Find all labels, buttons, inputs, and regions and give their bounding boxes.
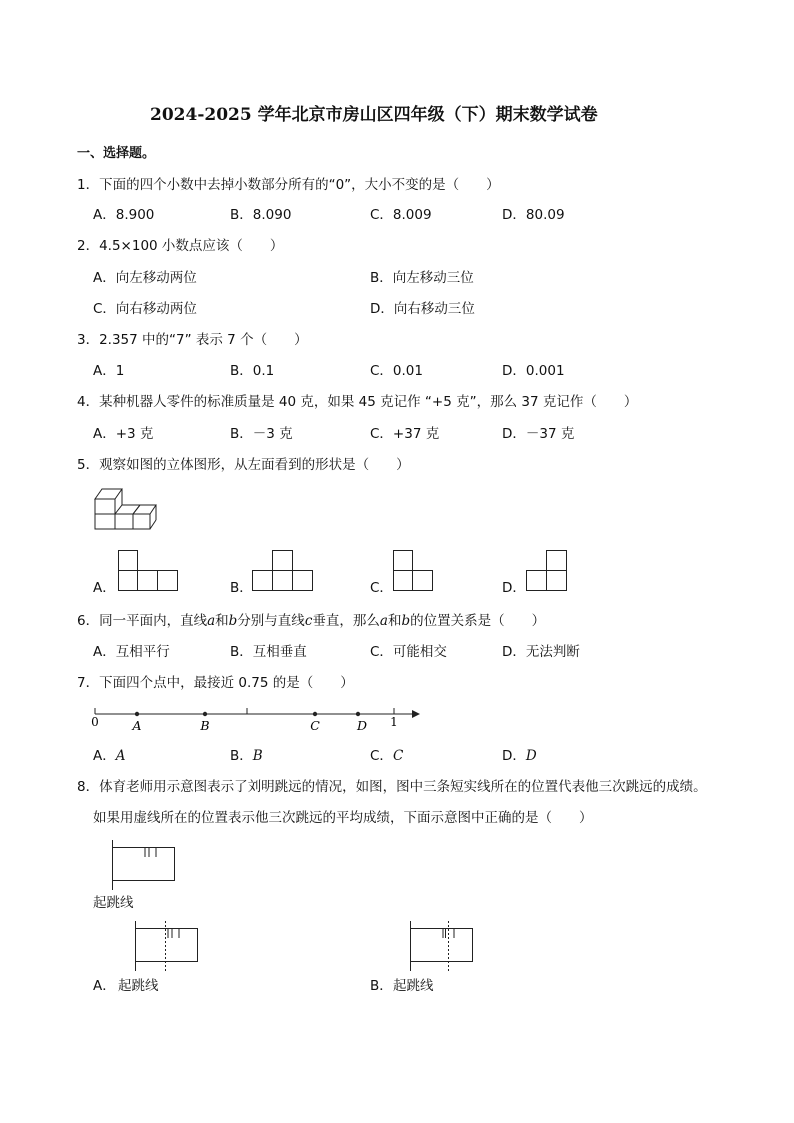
- q2-option-c[interactable]: C．向右移动两位: [93, 301, 197, 317]
- q7-option-prefix: C．: [370, 748, 393, 764]
- var-c: c: [304, 613, 313, 629]
- point-c-label: C: [310, 718, 320, 733]
- q4-stem: 4．某种机器人零件的标准质量是 40 克，如果 45 克记作 “+5 克”，那么 37 克记作（ ）: [77, 394, 638, 410]
- q4-option-a[interactable]: A．+3 克: [93, 426, 154, 442]
- q5-option-c-shape[interactable]: [393, 550, 433, 591]
- var-a: a: [379, 613, 388, 629]
- tick-one: 1: [390, 715, 398, 729]
- q7-option-prefix: D．: [502, 748, 526, 764]
- q8-option-b-label: 起跳线: [393, 978, 434, 994]
- point-d-label: D: [356, 718, 368, 733]
- q3-option-c[interactable]: C．0.01: [370, 363, 423, 379]
- q8-stem-line2: 如果用虚线所在的位置表示他三次跳远的平均成绩，下面示意图中正确的是（ ）: [93, 810, 593, 826]
- q2-option-b[interactable]: B．向左移动三位: [370, 270, 474, 286]
- q1-option-b[interactable]: B．8.090: [230, 207, 292, 223]
- q5-option-b[interactable]: B．: [230, 580, 253, 596]
- q6-stem-part: 的位置关系是（ ）: [410, 613, 546, 629]
- page-title: 2024-2025 学年北京市房山区四年级（下）期末数学试卷: [150, 105, 598, 125]
- point-d-dot: [356, 712, 360, 716]
- q7-option-var: D: [525, 748, 537, 764]
- q5-option-c[interactable]: C．: [370, 580, 393, 596]
- q6-option-c[interactable]: C．可能相交: [370, 644, 447, 660]
- q8-option-a-diagram[interactable]: [133, 921, 201, 973]
- q2-stem: 2．4.5×100 小数点应该（ ）: [77, 238, 284, 254]
- q8-jump-diagram: [110, 840, 178, 892]
- q8-line-label: 起跳线: [93, 895, 134, 911]
- q7-option-prefix: B．: [230, 748, 253, 764]
- var-b: b: [401, 613, 411, 629]
- q1-option-c[interactable]: C．8.009: [370, 207, 432, 223]
- q1-stem: 1．下面的四个小数中去掉小数部分所有的“0”，大小不变的是（ ）: [77, 177, 500, 193]
- q6-stem-part: 和: [215, 613, 229, 629]
- q6-stem: [77, 613, 545, 629]
- q5-option-a-shape[interactable]: [118, 550, 178, 591]
- q1-option-d[interactable]: D．80.09: [502, 207, 565, 223]
- q8-option-b-diagram[interactable]: [408, 921, 476, 973]
- q3-option-b[interactable]: B．0.1: [230, 363, 275, 379]
- q7-stem: 7．下面四个点中，最接近 0.75 的是（ ）: [77, 675, 354, 691]
- q2-option-d[interactable]: D．向右移动三位: [370, 301, 475, 317]
- q6-option-b[interactable]: B．互相垂直: [230, 644, 307, 660]
- point-a-label: A: [132, 718, 142, 733]
- tick-zero: 0: [91, 715, 99, 729]
- q7-number-line: [90, 705, 420, 735]
- point-b-label: B: [200, 718, 210, 733]
- q2-option-a[interactable]: A．向左移动两位: [93, 270, 197, 286]
- q8-option-a[interactable]: A．: [93, 978, 116, 994]
- q3-option-a[interactable]: A．1: [93, 363, 125, 379]
- q6-stem-part: 垂直，那么: [312, 613, 380, 629]
- q5-stem: 5．观察如图的立体图形，从左面看到的形状是（ ）: [77, 457, 410, 473]
- q7-option-d[interactable]: [502, 748, 537, 764]
- q6-option-d[interactable]: D．无法判断: [502, 644, 580, 660]
- q4-option-c[interactable]: C．+37 克: [370, 426, 440, 442]
- q8-option-a-label: 起跳线: [118, 978, 159, 994]
- q7-option-prefix: A．: [93, 748, 116, 764]
- q7-option-a[interactable]: [93, 748, 126, 764]
- q7-option-var: B: [252, 748, 263, 764]
- q4-option-b[interactable]: B．－3 克: [230, 426, 293, 442]
- q5-solid-figure: [94, 488, 156, 530]
- q5-option-d[interactable]: D．: [502, 580, 526, 596]
- q7-option-b[interactable]: [230, 748, 263, 764]
- q6-stem-part: 6．同一平面内，直线: [77, 613, 208, 629]
- point-c-dot: [313, 712, 317, 716]
- point-b-dot: [203, 712, 207, 716]
- var-a: a: [207, 613, 216, 629]
- q6-stem-part: 和: [387, 613, 402, 629]
- q3-stem: 3．2.357 中的“7” 表示 7 个（ ）: [77, 332, 308, 348]
- var-b: b: [228, 613, 238, 629]
- q5-option-d-shape[interactable]: [526, 550, 567, 591]
- q5-option-a[interactable]: A．: [93, 580, 116, 596]
- q3-option-d[interactable]: D．0.001: [502, 363, 565, 379]
- q7-option-c[interactable]: [370, 748, 403, 764]
- q8-option-b[interactable]: B．: [370, 978, 393, 994]
- section-heading: 一、选择题。: [77, 146, 156, 161]
- q1-option-a[interactable]: A．8.900: [93, 207, 155, 223]
- q8-stem-line1: 8．体育老师用示意图表示了刘明跳远的情况，如图，图中三条短实线所在的位置代表他三次跳远的成绩。: [77, 779, 707, 795]
- q6-option-a[interactable]: A．互相平行: [93, 644, 170, 660]
- q4-option-d[interactable]: D．－37 克: [502, 426, 575, 442]
- point-a-dot: [135, 712, 139, 716]
- q6-stem-part: 分别与直线: [237, 613, 305, 629]
- q5-option-b-shape[interactable]: [252, 550, 313, 591]
- q7-option-var: A: [115, 748, 126, 764]
- q7-option-var: C: [392, 748, 404, 764]
